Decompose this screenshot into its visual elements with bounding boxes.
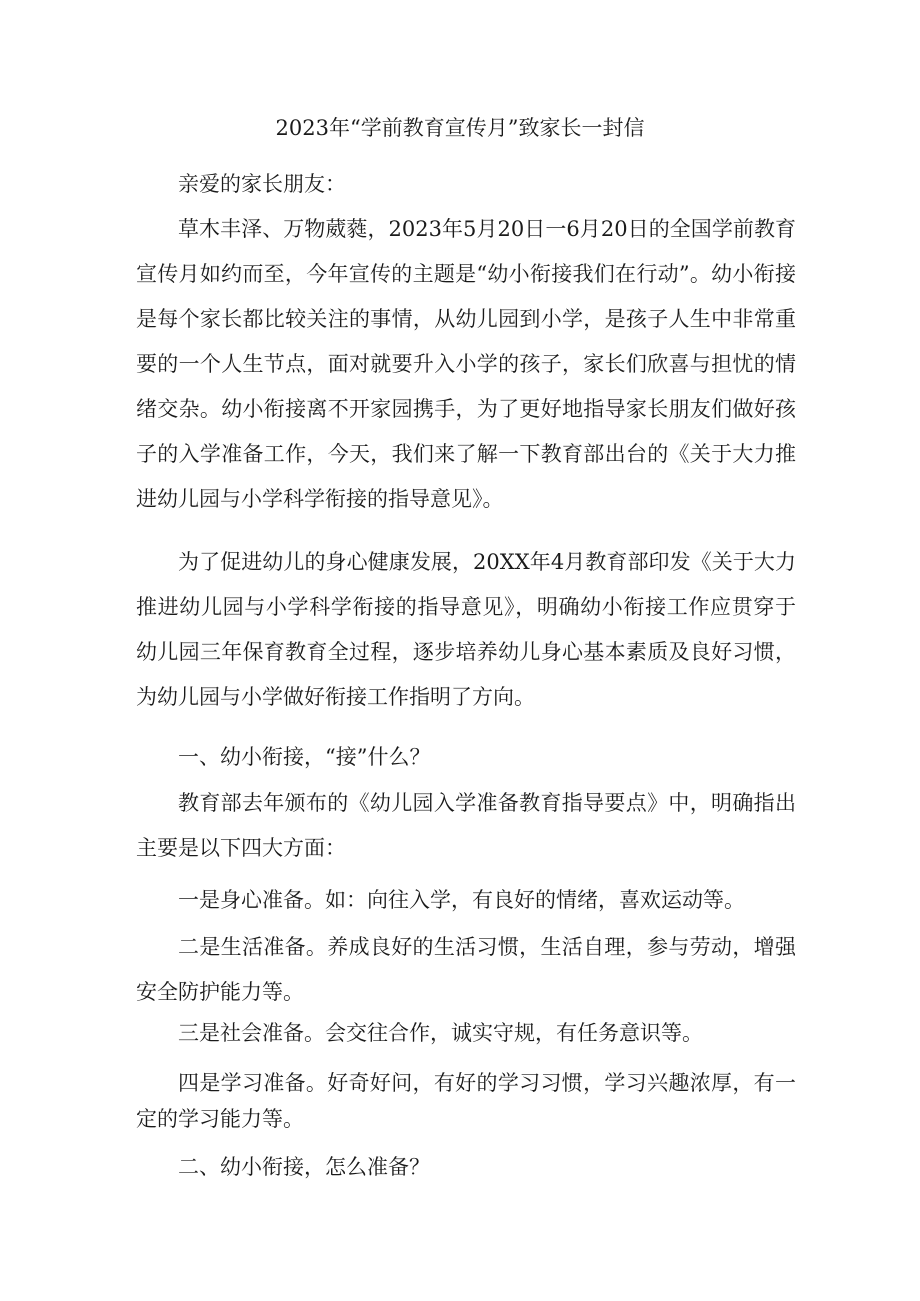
point-social: 三是社会准备。会交往合作，诚实守规，有任务意识等。 [178, 1021, 703, 1045]
point-daily-life: 二是生活准备。养成良好的生活习惯，生活自理，参与劳动，增强安全防护能力等。 [136, 935, 796, 1004]
section-heading-how: 二、幼小衔接，怎么准备？ [178, 1155, 430, 1179]
body-paragraph-background: 为了促进幼儿的身心健康发展，20XX年4月教育部印发《关于大力推进幼儿园与小学科学衔接的指导意见》，明确幼小衔接工作应贯穿于幼儿园三年保育教育全过程，逐步培养幼儿身心基本素质及良好习惯，为幼儿园与小学做好衔接工作指明了方向。 [136, 550, 796, 709]
greeting: 亲爱的家长朋友： [178, 172, 346, 196]
section-intro-paragraph: 教育部去年颁布的《幼儿园入学准备教育指导要点》中，明确指出主要是以下四大方面： [136, 791, 796, 860]
point-physical-mental: 一是身心准备。如：向往入学，有良好的情绪，喜欢运动等。 [178, 888, 745, 912]
document-title: 2023年“学前教育宣传月”致家长一封信 [275, 116, 645, 140]
body-paragraph-intro: 草木丰泽、万物葳蕤，2023年5月20日一6月20日的全国学前教育宣传月如约而至，今年宣传的主题是“幼小衔接我们在行动”。幼小衔接是每个家长都比较关注的事情，从幼儿园到小学，是孩子人生中非常重要的一个人生节点，面对就要升入小学的孩子，家长们欣喜与担忧的情绪交杂。幼小衔接离不开家园携手，为了更好地指导家长朋友们做好孩子的入学准备工作，今天，我们来了解一下教育部出台的《关于大力推进幼儿园与小学科学衔接的指导意见》。 [136, 217, 796, 511]
point-learning: 四是学习准备。好奇好问，有好的学习习惯，学习兴趣浓厚，有一定的学习能力等。 [136, 1071, 796, 1131]
section-heading-what: 一、幼小衔接，“接”什么？ [178, 745, 431, 769]
